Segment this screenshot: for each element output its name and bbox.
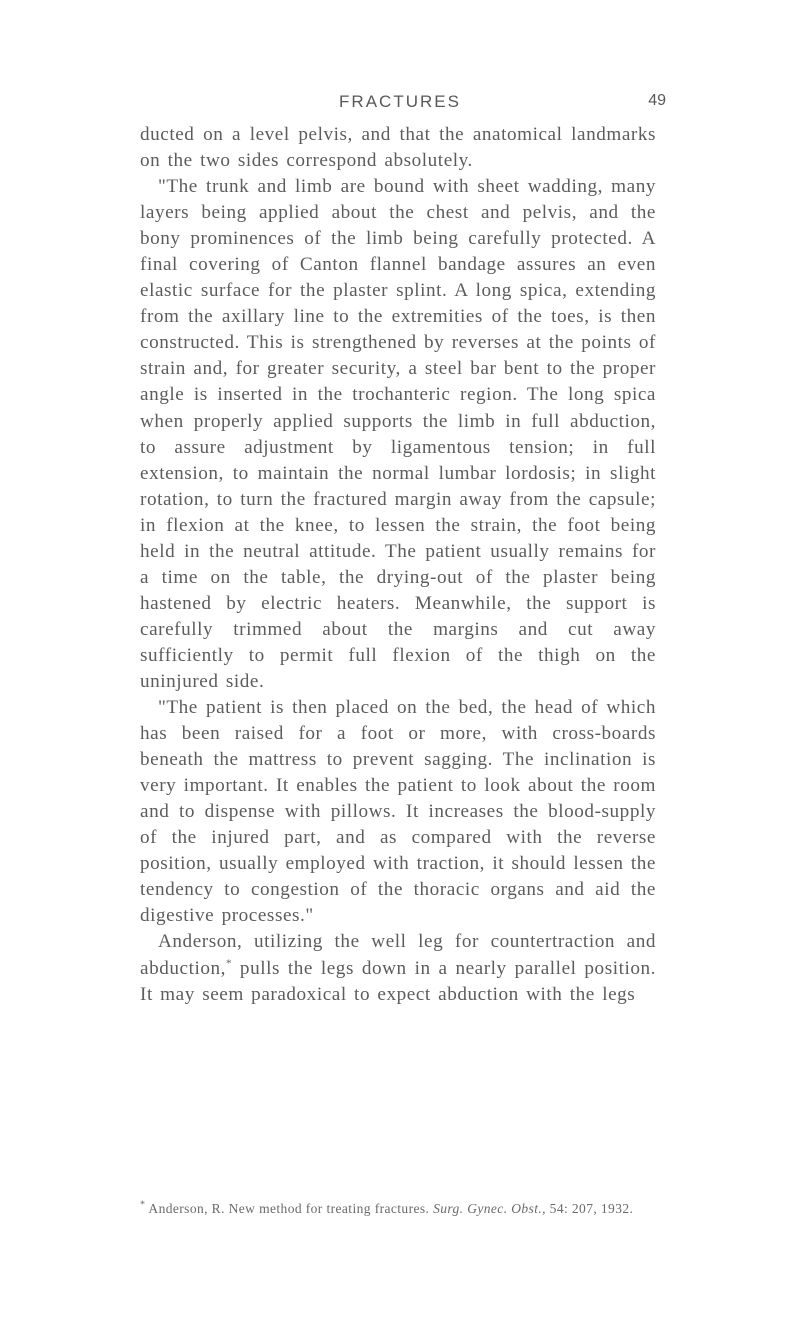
- paragraph-anderson-end: pulls the legs down in a nearly parallel position. It may seem paradoxical to expect abduction with the legs: [140, 957, 656, 1005]
- footnote-citation: Anderson, R. New method for treating fractures.: [145, 1201, 434, 1216]
- paragraph-anderson-start: Anderson, utilizing the well leg for countertraction and abduction,: [140, 931, 656, 979]
- footnote-mark: *: [140, 1199, 146, 1211]
- body-text: [140, 122, 656, 1008]
- paragraph-anderson: [140, 929, 656, 1007]
- footnote-reference: *: [225, 957, 233, 970]
- chapter-title: FRACTURES: [339, 92, 461, 111]
- paragraph-continued: ducted on a level pelvis, and that the anatomical landmarks on the two sides correspond absolutely.: [140, 124, 656, 172]
- page-number: 49: [648, 92, 666, 109]
- paragraph-quote-spica: "The trunk and limb are bound with sheet wadding, many layers being applied about the chest and pelvis, and the bony prominences of the limb being carefully protected. A final covering of Canton flannel bandage assures an even elastic surface for the plaster splint. A long spica, extending from the axillary line to the extremities of the toes, is then constructed. This is strengthened by reverses at the points of strain and, for greater security, a steel bar bent to the proper angle is inserted in the trochanteric region. The long spica when properly applied supports the limb in full abduction, to assure adjustment by ligamentous tension; in full extension, to maintain the normal lumbar lordosis; in slight rotation, to turn the fractured margin away from the capsule; in flexion at the knee, to lessen the strain, the foot being held in the neutral attitude. The patient usually remains for a time on the table, the drying-out of the plaster being hastened by electric heaters. Meanwhile, the support is carefully trimmed about the margins and cut away sufficiently to permit full flexion of the thigh on the uninjured side.: [140, 176, 656, 692]
- footnote: [140, 1200, 656, 1217]
- footnote-volume: 54: 207, 1932.: [545, 1201, 634, 1216]
- running-head: [140, 92, 666, 122]
- paragraph-quote-bed: "The patient is then placed on the bed, the head of which has been raised for a foot or more, with cross-boards beneath the mattress to prevent sagging. The inclination is very important. It enables the patient to look about the room and to dispense with pillows. It increases the blood-supply of the injured part, and as compared with the reverse position, usually employed with traction, it should lessen the tendency to congestion of the thoracic organs and aid the digestive processes.": [140, 697, 656, 927]
- footnote-journal: Surg. Gynec. Obst.,: [433, 1201, 546, 1216]
